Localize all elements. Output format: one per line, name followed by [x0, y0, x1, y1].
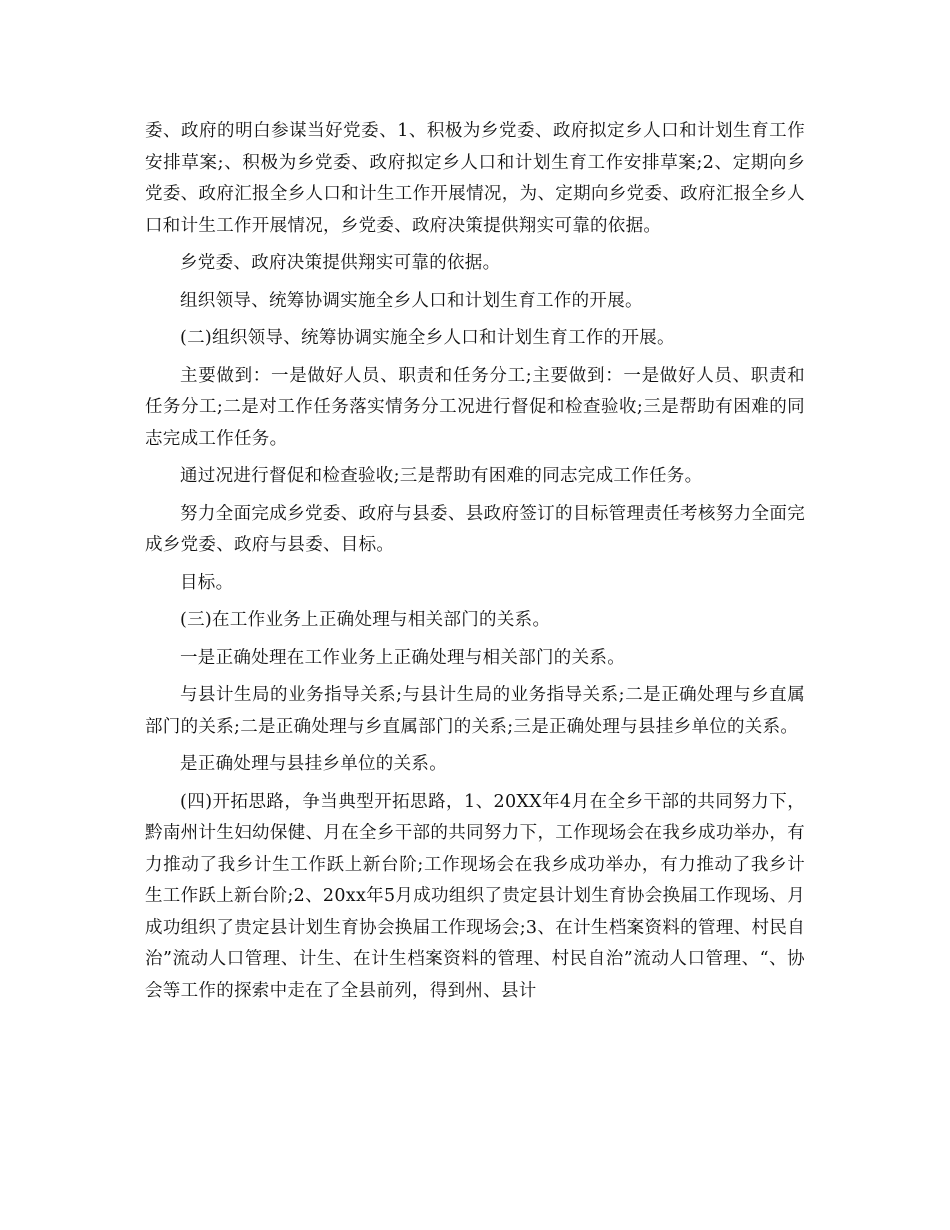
paragraph-13: (四)开拓思路，争当典型开拓思路，1、20XX年4月在全乡干部的共同努力下，黔南州计生妇幼保健、月在全乡干部的共同努力下，工作现场会在我乡成功举办，有力推动了我乡计生工作跃上新台阶;工作现场会在我乡成功举办，有力推动了我乡计生工作跃上新台阶;2、20xx年5月成功组织了贵定县计划生育协会换届工作现场、月成功组织了贵定县计划生育协会换届工作现场会;3、在计生档案资料的管理、村民自治”流动人口管理、计生、在计生档案资料的管理、村民自治”流动人口管理、“、协会等工作的探索中走在了全县前列，得到州、县计 [145, 791, 805, 1001]
paragraph-8: 目标。 [180, 572, 234, 593]
document-page [145, 116, 805, 1007]
paragraph-1: 委、政府的明白参谋当好党委、1、积极为乡党委、政府拟定乡人口和计划生育工作安排草案;、积极为乡党委、政府拟定乡人口和计划生育工作安排草案;2、定期向乡党委、政府汇报全乡人口和计生工作开展情况，为、定期向乡党委、政府汇报全乡人口和计生工作开展情况，乡党委、政府决策提供翔实可靠的依据。 [145, 121, 805, 236]
paragraph-3: 组织领导、统筹协调实施全乡人口和计划生育工作的开展。 [180, 290, 643, 311]
paragraph-7: 努力全面完成乡党委、政府与县委、县政府签订的目标管理责任考核努力全面完成乡党委、政府与县委、目标。 [145, 503, 805, 555]
paragraph-10: 一是正确处理在工作业务上正确处理与相关部门的关系。 [180, 647, 625, 668]
paragraph-2: 乡党委、政府决策提供翔实可靠的依据。 [180, 253, 501, 273]
paragraph-4: (二)组织领导、统筹协调实施全乡人口和计划生育工作的开展。 [180, 328, 675, 348]
paragraph-12: 是正确处理与县挂乡单位的关系。 [180, 754, 447, 774]
paragraph-5: 主要做到：一是做好人员、职责和任务分工;主要做到：一是做好人员、职责和任务分工;二是对工作任务落实情务分工况进行督促和检查验收;三是帮助有困难的同志完成工作任务。 [145, 365, 805, 449]
paragraph-9: (三)在工作业务上正确处理与相关部门的关系。 [180, 610, 551, 630]
paragraph-6: 通过况进行督促和检查验收;三是帮助有困难的同志完成工作任务。 [180, 466, 703, 486]
paragraph-11: 与县计生局的业务指导关系;与县计生局的业务指导关系;二是正确处理与乡直属部门的关系;二是正确处理与乡直属部门的关系;三是正确处理与县挂乡单位的关系。 [145, 685, 805, 737]
